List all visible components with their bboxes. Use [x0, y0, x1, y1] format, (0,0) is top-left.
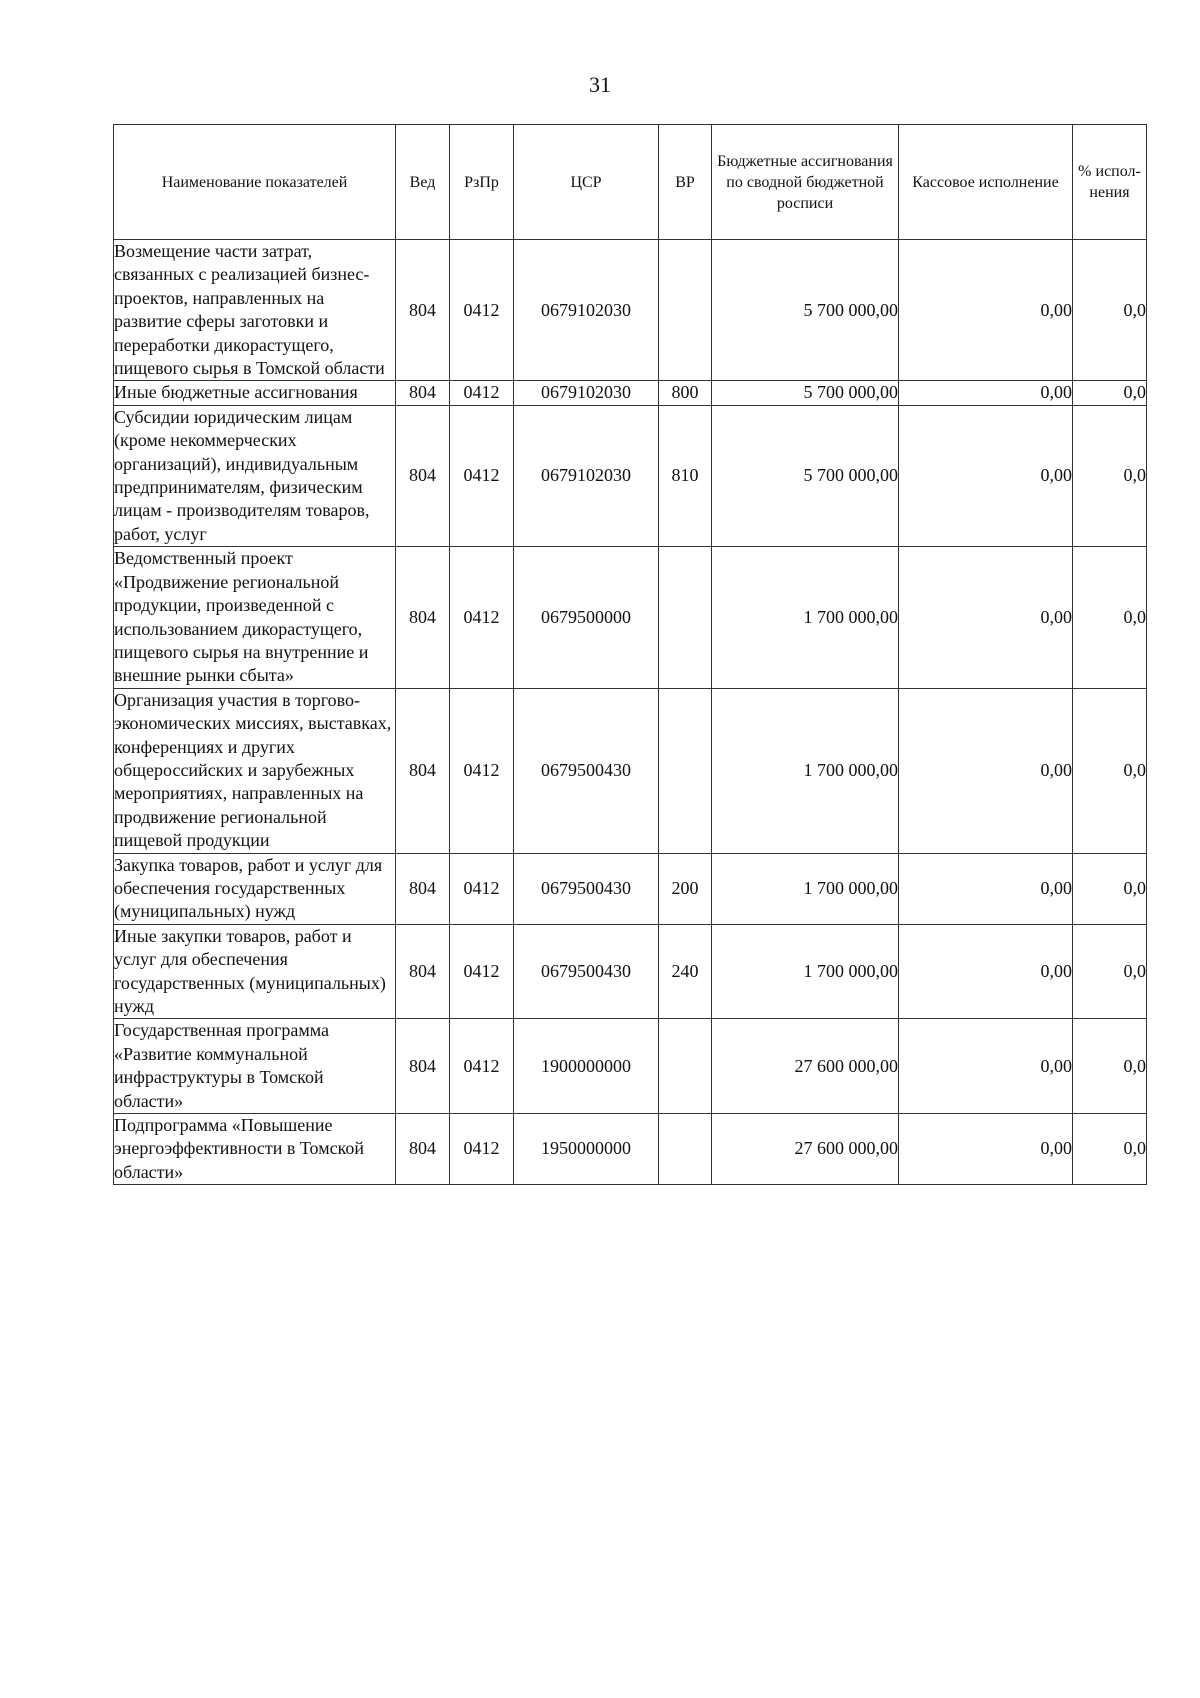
row-vr: 200 — [659, 853, 712, 924]
row-csr: 1950000000 — [514, 1114, 659, 1185]
row-budget: 5 700 000,00 — [712, 381, 899, 405]
row-vr — [659, 1019, 712, 1114]
row-budget: 5 700 000,00 — [712, 240, 899, 381]
row-name: Государственная программа «Развитие коммунальной инфраструктуры в Томской области» — [114, 1019, 396, 1114]
row-percent: 0,0 — [1073, 1114, 1147, 1185]
row-ved: 804 — [396, 381, 450, 405]
table-row — [114, 381, 1147, 405]
row-rzpr: 0412 — [450, 547, 514, 688]
row-cash: 0,00 — [899, 381, 1073, 405]
row-rzpr: 0412 — [450, 924, 514, 1019]
row-cash: 0,00 — [899, 240, 1073, 381]
row-percent: 0,0 — [1073, 547, 1147, 688]
table-row — [114, 547, 1147, 688]
row-cash: 0,00 — [899, 405, 1073, 546]
row-budget: 27 600 000,00 — [712, 1114, 899, 1185]
row-rzpr: 0412 — [450, 1019, 514, 1114]
row-budget: 1 700 000,00 — [712, 924, 899, 1019]
header-row — [114, 125, 1147, 240]
row-percent: 0,0 — [1073, 1019, 1147, 1114]
row-ved: 804 — [396, 924, 450, 1019]
row-csr: 0679102030 — [514, 381, 659, 405]
row-vr: 810 — [659, 405, 712, 546]
row-rzpr: 0412 — [450, 405, 514, 546]
table-row — [114, 853, 1147, 924]
header-csr: ЦСР — [514, 125, 659, 240]
row-name: Возмещение части затрат, связанных с реализацией бизнес-проектов, направленных на развитие сферы заготовки и переработки дикорастущего, пищевого сырья в Томской области — [114, 240, 396, 381]
budget-table — [113, 124, 1147, 1185]
row-budget: 27 600 000,00 — [712, 1019, 899, 1114]
header-vr: ВР — [659, 125, 712, 240]
page-number: 31 — [589, 72, 611, 97]
row-ved: 804 — [396, 1114, 450, 1185]
row-name: Подпрограмма «Повышение энергоэффективности в Томской области» — [114, 1114, 396, 1185]
row-name: Ведомственный проект «Продвижение региональной продукции, произведенной с использованием дикорастущего, пищевого сырья на внутренние и внешние рынки сбыта» — [114, 547, 396, 688]
table-row — [114, 240, 1147, 381]
row-cash: 0,00 — [899, 924, 1073, 1019]
row-csr: 0679500430 — [514, 688, 659, 853]
row-ved: 804 — [396, 1019, 450, 1114]
row-name: Иные бюджетные ассигнования — [114, 381, 396, 405]
row-budget: 1 700 000,00 — [712, 688, 899, 853]
row-budget: 1 700 000,00 — [712, 547, 899, 688]
row-vr — [659, 1114, 712, 1185]
row-cash: 0,00 — [899, 853, 1073, 924]
header-rzpr: РзПр — [450, 125, 514, 240]
table-row — [114, 688, 1147, 853]
row-budget: 1 700 000,00 — [712, 853, 899, 924]
row-rzpr: 0412 — [450, 853, 514, 924]
table-row — [114, 1114, 1147, 1185]
header-ved: Вед — [396, 125, 450, 240]
row-csr: 0679500430 — [514, 924, 659, 1019]
header-budget: Бюджетные ассигнования по сводной бюджетной росписи — [712, 125, 899, 240]
row-name: Закупка товаров, работ и услуг для обеспечения государственных (муниципальных) нужд — [114, 853, 396, 924]
row-name: Иные закупки товаров, работ и услуг для обеспечения государственных (муниципальных) нужд — [114, 924, 396, 1019]
row-rzpr: 0412 — [450, 381, 514, 405]
row-percent: 0,0 — [1073, 924, 1147, 1019]
row-csr: 0679102030 — [514, 405, 659, 546]
header-name: Наименование показателей — [114, 125, 396, 240]
row-ved: 804 — [396, 547, 450, 688]
header-cash: Кассовое исполнение — [899, 125, 1073, 240]
row-vr: 800 — [659, 381, 712, 405]
row-ved: 804 — [396, 240, 450, 381]
row-csr: 1900000000 — [514, 1019, 659, 1114]
table-row — [114, 924, 1147, 1019]
row-rzpr: 0412 — [450, 688, 514, 853]
row-vr — [659, 240, 712, 381]
row-cash: 0,00 — [899, 1114, 1073, 1185]
row-cash: 0,00 — [899, 688, 1073, 853]
row-vr — [659, 688, 712, 853]
row-ved: 804 — [396, 405, 450, 546]
row-csr: 0679500430 — [514, 853, 659, 924]
row-rzpr: 0412 — [450, 1114, 514, 1185]
row-budget: 5 700 000,00 — [712, 405, 899, 546]
row-cash: 0,00 — [899, 1019, 1073, 1114]
table-row — [114, 1019, 1147, 1114]
row-csr: 0679500000 — [514, 547, 659, 688]
row-name: Субсидии юридическим лицам (кроме некоммерческих организаций), индивидуальным предпринимателям, физическим лицам - производителям товаров, работ, услуг — [114, 405, 396, 546]
table-row — [114, 405, 1147, 546]
row-vr: 240 — [659, 924, 712, 1019]
row-ved: 804 — [396, 853, 450, 924]
header-percent: % испол-нения — [1073, 125, 1147, 240]
row-rzpr: 0412 — [450, 240, 514, 381]
row-csr: 0679102030 — [514, 240, 659, 381]
row-percent: 0,0 — [1073, 405, 1147, 546]
row-percent: 0,0 — [1073, 853, 1147, 924]
row-percent: 0,0 — [1073, 381, 1147, 405]
row-ved: 804 — [396, 688, 450, 853]
row-vr — [659, 547, 712, 688]
row-name: Организация участия в торгово-экономических миссиях, выставках, конференциях и других общероссийских и зарубежных мероприятиях, направленных на продвижение региональной пищевой продукции — [114, 688, 396, 853]
row-cash: 0,00 — [899, 547, 1073, 688]
row-percent: 0,0 — [1073, 240, 1147, 381]
row-percent: 0,0 — [1073, 688, 1147, 853]
